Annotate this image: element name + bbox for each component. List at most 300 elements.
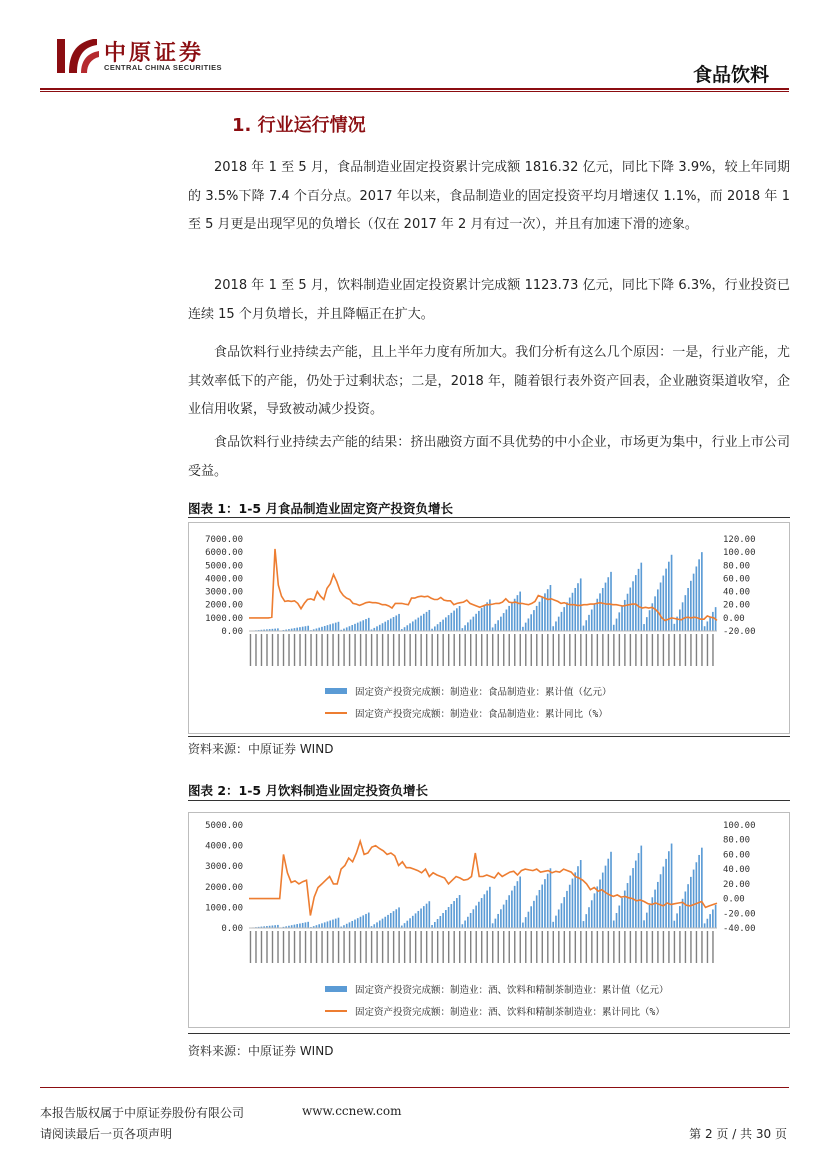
x-tick-label: [255, 634, 256, 666]
bar-mark: [478, 611, 480, 631]
x-tick-label: [470, 931, 471, 963]
bar-mark: [420, 909, 422, 928]
y-right-tick-label: 40.00: [723, 865, 751, 876]
paragraph-4: [188, 429, 790, 486]
bar-mark: [354, 920, 356, 928]
bar-mark: [594, 604, 596, 631]
x-tick-label: [393, 634, 394, 666]
bar-mark: [473, 909, 475, 928]
x-tick-label: [283, 931, 284, 963]
bar-mark: [440, 622, 442, 631]
x-tick-label: [437, 634, 438, 666]
x-tick-label: [327, 931, 328, 963]
bar-mark: [415, 913, 417, 928]
bar-mark: [376, 626, 378, 631]
bar-mark: [566, 602, 568, 631]
y-left-tick-label: 4000.00: [205, 574, 243, 585]
x-tick-label: [305, 634, 306, 666]
x-tick-label: [586, 634, 587, 666]
bar-mark: [525, 623, 527, 631]
bar-mark: [530, 614, 532, 631]
bar-mark: [585, 914, 587, 928]
x-tick-label: [624, 634, 625, 666]
x-tick-label: [338, 634, 339, 666]
bar-mark: [307, 626, 309, 631]
line-series: [249, 549, 717, 621]
bar-mark: [500, 617, 502, 631]
bar-mark: [409, 623, 411, 631]
bar-mark: [324, 922, 326, 928]
bar-mark: [324, 626, 326, 631]
bar-mark: [398, 614, 400, 631]
bar-mark: [574, 872, 576, 928]
bar-mark: [379, 625, 381, 631]
x-tick-label: [431, 634, 432, 666]
bar-mark: [329, 624, 331, 631]
bar-mark: [335, 919, 337, 928]
bar-mark: [690, 877, 692, 928]
chart-1-svg: [189, 523, 789, 733]
bar-mark: [489, 887, 491, 928]
bar-mark: [594, 893, 596, 928]
bar-mark: [495, 624, 497, 631]
x-tick-label: [575, 634, 576, 666]
x-tick-label: [701, 931, 702, 963]
bar-mark: [462, 924, 464, 928]
x-tick-label: [382, 634, 383, 666]
x-tick-label: [685, 634, 686, 666]
x-tick-label: [426, 931, 427, 963]
y-left-tick-label: 7000.00: [205, 535, 243, 545]
x-tick-label: [349, 634, 350, 666]
x-tick-label: [602, 634, 603, 666]
bar-mark: [519, 877, 521, 929]
bar-mark: [690, 581, 692, 631]
bar-mark: [412, 916, 414, 928]
bar-mark: [398, 907, 400, 928]
x-tick-label: [679, 931, 680, 963]
chart-2-svg: [189, 813, 789, 1027]
bar-mark: [417, 618, 419, 631]
bar-mark: [610, 572, 612, 631]
bar-mark: [327, 625, 329, 631]
bar-mark: [448, 615, 450, 631]
x-tick-label: [674, 634, 675, 666]
bar-mark: [707, 621, 709, 631]
figure-2-rule: [188, 800, 790, 801]
x-tick-label: [299, 931, 300, 963]
paragraph-3: [188, 339, 790, 425]
bar-mark: [508, 895, 510, 928]
x-tick-label: [520, 931, 521, 963]
bar-mark: [536, 606, 538, 631]
bar-mark: [307, 922, 309, 928]
header-divider: [40, 88, 789, 90]
bar-mark: [321, 627, 323, 631]
company-logo-icon: [55, 35, 101, 77]
x-tick-label: [442, 634, 443, 666]
x-tick-label: [261, 931, 262, 963]
bar-mark: [404, 627, 406, 631]
x-tick-label: [685, 931, 686, 963]
y-right-tick-label: 80.00: [723, 835, 751, 846]
x-tick-label: [255, 931, 256, 963]
bar-mark: [481, 898, 483, 928]
bar-mark: [629, 876, 631, 928]
bar-mark: [321, 923, 323, 928]
bar-mark: [530, 906, 532, 928]
bar-mark: [393, 617, 395, 631]
bar-mark: [365, 619, 367, 631]
bar-mark: [387, 915, 389, 928]
bar-mark: [426, 612, 428, 631]
bar-mark: [417, 911, 419, 928]
bar-mark: [390, 619, 392, 631]
figure-1-title: 图表 1：1-5 月食品制造业固定资产投资负增长: [188, 501, 453, 516]
bar-mark: [453, 901, 455, 928]
bar-mark: [572, 593, 574, 631]
x-tick-label: [509, 634, 510, 666]
footer-divider: [40, 1087, 789, 1088]
x-tick-label: [316, 634, 317, 666]
x-tick-label: [365, 931, 366, 963]
x-tick-label: [294, 634, 295, 666]
bar-mark: [459, 606, 461, 631]
x-tick-label: [635, 634, 636, 666]
x-tick-label: [542, 931, 543, 963]
x-tick-label: [305, 931, 306, 963]
x-tick-label: [536, 931, 537, 963]
bar-mark: [470, 620, 472, 631]
x-tick-label: [514, 634, 515, 666]
bar-mark: [709, 617, 711, 631]
bar-mark: [671, 555, 673, 631]
bar-mark: [696, 862, 698, 928]
x-tick-label: [349, 931, 350, 963]
paragraph-text: 食品饮料行业持续去产能的结果：挤出融资方面不具优势的中小企业，市场更为集中，行业上市公司受益。: [188, 435, 790, 479]
bar-mark: [497, 914, 499, 928]
bar-mark: [423, 906, 425, 928]
x-tick-label: [558, 931, 559, 963]
x-tick-label: [332, 634, 333, 666]
bar-mark: [569, 598, 571, 631]
bar-mark: [569, 885, 571, 928]
section-title: 1. 行业运行情况: [232, 115, 366, 136]
x-tick-label: [542, 634, 543, 666]
bar-mark: [580, 860, 582, 928]
legend-line-label: 固定资产投资完成额：制造业：食品制造业：累计同比（%）: [355, 709, 608, 720]
bar-mark: [478, 902, 480, 928]
bar-mark: [464, 921, 466, 928]
bar-mark: [662, 867, 664, 928]
y-left-tick-label: 2000.00: [205, 882, 243, 893]
bar-mark: [357, 918, 359, 928]
bar-mark: [640, 563, 642, 631]
bar-mark: [698, 559, 700, 631]
bar-mark: [338, 918, 340, 928]
x-tick-label: [470, 634, 471, 666]
bar-mark: [613, 921, 615, 928]
x-tick-label: [652, 931, 653, 963]
bar-mark: [602, 873, 604, 928]
bar-mark: [384, 622, 386, 631]
x-tick-label: [619, 931, 620, 963]
bar-mark: [362, 620, 364, 631]
x-tick-label: [343, 634, 344, 666]
y-left-tick-label: 3000.00: [205, 587, 243, 598]
bar-mark: [577, 866, 579, 928]
bar-mark: [624, 600, 626, 631]
bar-mark: [627, 594, 629, 631]
x-tick-label: [481, 931, 482, 963]
x-tick-label: [503, 634, 504, 666]
y-right-tick-label: 80.00: [723, 561, 751, 572]
bar-mark: [473, 617, 475, 631]
x-tick-label: [250, 634, 251, 666]
bar-mark: [305, 626, 307, 631]
bar-mark: [486, 602, 488, 631]
x-tick-label: [415, 634, 416, 666]
x-tick-label: [547, 931, 548, 963]
bar-mark: [302, 923, 304, 928]
bar-mark: [660, 874, 662, 928]
x-tick-label: [630, 634, 631, 666]
figure-2-title: 图表 2：1-5 月饮料制造业固定投资负增长: [188, 783, 428, 798]
x-tick-label: [619, 634, 620, 666]
x-tick-label: [431, 931, 432, 963]
bar-mark: [338, 622, 340, 631]
x-tick-label: [387, 931, 388, 963]
bar-mark: [437, 624, 439, 631]
bar-mark: [696, 566, 698, 631]
bar-mark: [503, 905, 505, 928]
x-tick-label: [663, 931, 664, 963]
bar-mark: [558, 909, 560, 928]
x-tick-label: [338, 931, 339, 963]
bar-mark: [442, 913, 444, 928]
x-tick-label: [591, 634, 592, 666]
y-right-tick-label: -20.00: [723, 909, 756, 920]
y-right-tick-label: 100.00: [723, 821, 756, 831]
x-tick-label: [701, 634, 702, 666]
bar-mark: [305, 922, 307, 928]
bar-mark: [596, 886, 598, 928]
bar-mark: [517, 881, 519, 928]
x-tick-label: [321, 634, 322, 666]
bar-mark: [539, 602, 541, 631]
bar-mark: [511, 602, 513, 631]
x-tick-label: [487, 634, 488, 666]
bar-mark: [409, 918, 411, 928]
x-tick-label: [371, 634, 372, 666]
x-tick-label: [597, 634, 598, 666]
bar-mark: [484, 894, 486, 928]
bar-mark: [387, 620, 389, 631]
bar-mark: [709, 914, 711, 928]
bar-mark: [533, 610, 535, 631]
bar-mark: [428, 610, 430, 631]
bar-mark: [638, 569, 640, 631]
x-tick-label: [409, 931, 410, 963]
line-series: [249, 841, 717, 915]
x-tick-label: [635, 931, 636, 963]
bar-mark: [643, 920, 645, 928]
bar-mark: [346, 924, 348, 928]
bar-mark: [445, 910, 447, 928]
y-right-tick-label: 0.00: [723, 613, 745, 624]
bar-mark: [712, 612, 714, 631]
bar-mark: [528, 618, 530, 631]
bar-mark: [415, 620, 417, 631]
x-tick-label: [481, 634, 482, 666]
x-tick-label: [509, 931, 510, 963]
bar-mark: [660, 582, 662, 631]
x-tick-label: [613, 931, 614, 963]
bar-mark: [362, 915, 364, 928]
x-tick-label: [453, 634, 454, 666]
bar-mark: [701, 848, 703, 928]
x-tick-label: [652, 634, 653, 666]
bar-mark: [646, 617, 648, 631]
bar-mark: [379, 921, 381, 928]
bar-mark: [640, 846, 642, 928]
x-tick-label: [376, 931, 377, 963]
bar-mark: [514, 886, 516, 928]
footer-disclaimer: 请阅读最后一页各项声明: [40, 1127, 173, 1141]
x-tick-label: [613, 634, 614, 666]
bar-mark: [712, 909, 714, 928]
bar-mark: [514, 599, 516, 631]
x-tick-label: [465, 931, 466, 963]
bar-mark: [646, 913, 648, 928]
x-tick-label: [657, 634, 658, 666]
bar-mark: [638, 853, 640, 928]
x-tick-label: [696, 634, 697, 666]
bar-mark: [605, 583, 607, 631]
bar-mark: [563, 897, 565, 928]
bar-mark: [354, 624, 356, 631]
bar-mark: [486, 891, 488, 928]
figure-1-source: 资料来源：中原证券 WIND: [188, 742, 334, 756]
x-tick-label: [288, 931, 289, 963]
x-tick-label: [630, 931, 631, 963]
bar-mark: [296, 628, 298, 631]
x-tick-label: [525, 634, 526, 666]
x-tick-label: [696, 931, 697, 963]
bar-mark: [506, 900, 508, 928]
bar-mark: [368, 913, 370, 928]
bar-mark: [492, 923, 494, 928]
bar-mark: [360, 621, 362, 631]
x-tick-label: [261, 634, 262, 666]
bar-mark: [440, 916, 442, 928]
x-tick-label: [553, 931, 554, 963]
x-tick-label: [668, 931, 669, 963]
bar-mark: [492, 627, 494, 631]
bar-mark: [382, 623, 384, 631]
bar-mark: [448, 907, 450, 928]
bar-mark: [649, 610, 651, 631]
x-tick-label: [354, 634, 355, 666]
legend-bar-swatch: [325, 986, 347, 992]
bar-mark: [437, 919, 439, 928]
x-tick-label: [514, 931, 515, 963]
legend-bar-label: 固定资产投资完成额：制造业：食品制造业：累计值（亿元）: [355, 687, 612, 698]
x-tick-label: [420, 931, 421, 963]
x-tick-label: [586, 931, 587, 963]
x-tick-label: [277, 634, 278, 666]
bar-mark: [500, 909, 502, 928]
figure-2-chart: [188, 812, 790, 1028]
bar-mark: [654, 890, 656, 928]
bar-mark: [299, 924, 301, 928]
x-tick-label: [272, 931, 273, 963]
bar-mark: [629, 588, 631, 631]
bar-mark: [434, 922, 436, 928]
bar-mark: [426, 904, 428, 928]
y-right-tick-label: 100.00: [723, 548, 756, 559]
footer-url-link[interactable]: www.ccnew.com: [302, 1104, 402, 1118]
x-tick-label: [564, 634, 565, 666]
x-tick-label: [272, 634, 273, 666]
bar-mark: [588, 907, 590, 928]
y-right-tick-label: 0.00: [723, 894, 745, 905]
bar-mark: [541, 885, 543, 928]
x-tick-label: [354, 931, 355, 963]
bar-mark: [585, 620, 587, 631]
x-tick-label: [663, 634, 664, 666]
x-tick-label: [597, 931, 598, 963]
x-tick-label: [580, 931, 581, 963]
bar-mark: [456, 898, 458, 928]
bar-mark: [682, 602, 684, 631]
bar-mark: [517, 595, 519, 631]
bar-mark: [613, 625, 615, 631]
bar-mark: [318, 924, 320, 928]
bar-mark: [368, 618, 370, 631]
bar-mark: [552, 922, 554, 928]
bar-mark: [302, 627, 304, 631]
figure-1-chart: [188, 522, 790, 734]
x-tick-label: [690, 931, 691, 963]
bar-mark: [451, 613, 453, 631]
y-left-tick-label: 5000.00: [205, 821, 243, 831]
x-tick-label: [569, 931, 570, 963]
x-tick-label: [492, 634, 493, 666]
bar-mark: [577, 583, 579, 631]
bar-mark: [674, 921, 676, 928]
x-tick-label: [657, 931, 658, 963]
bar-mark: [495, 919, 497, 928]
bar-mark: [351, 625, 353, 631]
x-tick-label: [448, 634, 449, 666]
bar-mark: [552, 626, 554, 631]
x-tick-label: [387, 634, 388, 666]
x-tick-label: [332, 931, 333, 963]
bar-mark: [674, 624, 676, 631]
x-tick-label: [580, 634, 581, 666]
paragraph-2: [188, 272, 790, 329]
company-name-cn: 中原证券: [104, 40, 205, 66]
x-tick-label: [277, 931, 278, 963]
bar-mark: [550, 868, 552, 928]
x-tick-label: [602, 931, 603, 963]
bar-mark: [651, 897, 653, 928]
bar-mark: [618, 612, 620, 631]
x-tick-label: [503, 931, 504, 963]
bar-mark: [475, 906, 477, 928]
x-tick-label: [437, 931, 438, 963]
